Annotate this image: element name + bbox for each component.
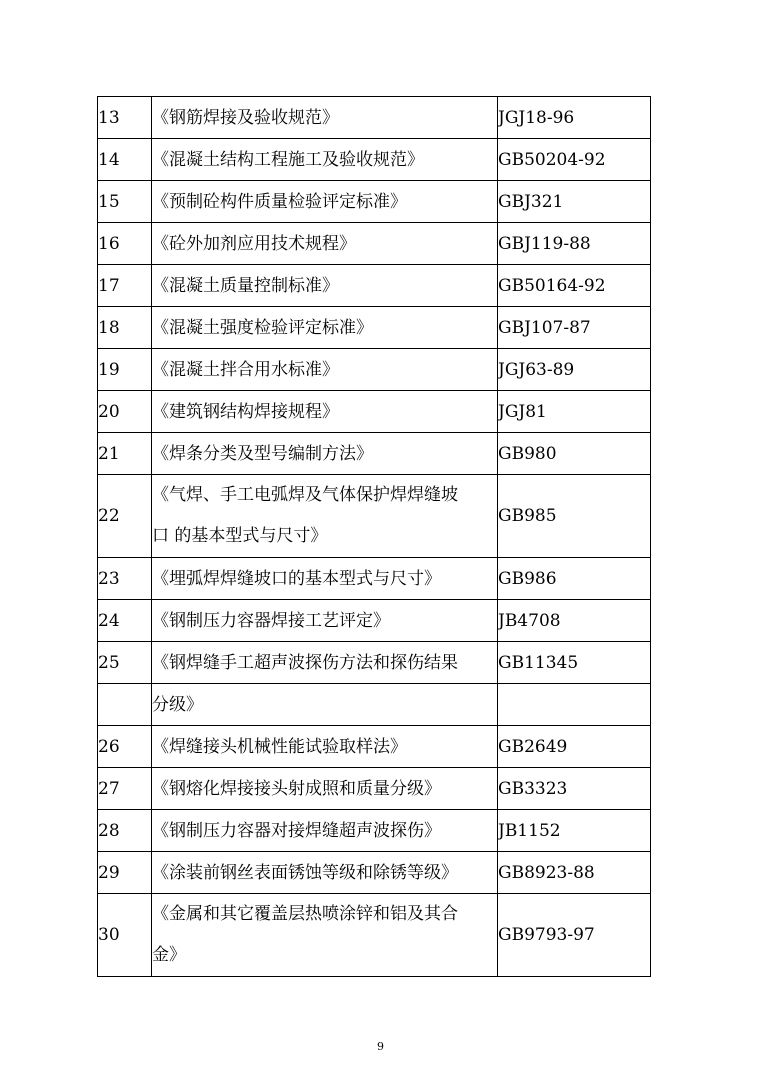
standard-code: GB50204-92 bbox=[498, 139, 651, 181]
table-row bbox=[98, 810, 651, 852]
standard-name: 《钢制压力容器对接焊缝超声波探伤》 bbox=[152, 810, 498, 852]
standard-name: 《混凝土强度检验评定标准》 bbox=[152, 307, 498, 349]
table-row bbox=[98, 265, 651, 307]
standard-name: 《预制砼构件质量检验评定标准》 bbox=[152, 181, 498, 223]
standard-name bbox=[152, 475, 498, 558]
standard-name: 《混凝土质量控制标准》 bbox=[152, 265, 498, 307]
table-row bbox=[98, 391, 651, 433]
table-row bbox=[98, 223, 651, 265]
row-number: 18 bbox=[98, 307, 152, 349]
table-row bbox=[98, 600, 651, 642]
standard-code: JGJ18-96 bbox=[498, 97, 651, 139]
standard-code: GB9793-97 bbox=[498, 894, 651, 977]
row-number: 23 bbox=[98, 558, 152, 600]
standard-name-line: 口 的基本型式与尺寸》 bbox=[152, 526, 328, 546]
standard-code: GBJ119-88 bbox=[498, 223, 651, 265]
standard-code: GB8923-88 bbox=[498, 852, 651, 894]
standard-code: GBJ321 bbox=[498, 181, 651, 223]
row-number: 29 bbox=[98, 852, 152, 894]
table-row bbox=[98, 433, 651, 475]
row-number: 27 bbox=[98, 768, 152, 810]
standard-name: 《焊缝接头机械性能试验取样法》 bbox=[152, 726, 498, 768]
standard-code: GB986 bbox=[498, 558, 651, 600]
table-row bbox=[98, 852, 651, 894]
table-row bbox=[98, 139, 651, 181]
row-number: 26 bbox=[98, 726, 152, 768]
table-row bbox=[98, 684, 651, 726]
standard-name bbox=[152, 894, 498, 977]
standard-code: GB2649 bbox=[498, 726, 651, 768]
standard-code: JGJ63-89 bbox=[498, 349, 651, 391]
table-row bbox=[98, 475, 651, 558]
row-number: 30 bbox=[98, 894, 152, 977]
row-number: 25 bbox=[98, 642, 152, 684]
standard-code: GB985 bbox=[498, 475, 651, 558]
standard-code: GB3323 bbox=[498, 768, 651, 810]
standards-table bbox=[97, 96, 651, 977]
standard-name-line: 《金属和其它覆盖层热喷涂锌和铝及其合 bbox=[152, 904, 458, 924]
standard-name: 《焊条分类及型号编制方法》 bbox=[152, 433, 498, 475]
row-number: 22 bbox=[98, 475, 152, 558]
standard-name-line: 金》 bbox=[152, 945, 186, 965]
row-number: 20 bbox=[98, 391, 152, 433]
standard-name: 《钢焊缝手工超声波探伤方法和探伤结果 bbox=[152, 642, 498, 684]
standard-name: 分级》 bbox=[152, 684, 498, 726]
row-number: 13 bbox=[98, 97, 152, 139]
table-row bbox=[98, 768, 651, 810]
standard-code bbox=[498, 684, 651, 726]
row-number bbox=[98, 684, 152, 726]
table-row bbox=[98, 642, 651, 684]
standard-code: GBJ107-87 bbox=[498, 307, 651, 349]
standard-name: 《混凝土拌合用水标准》 bbox=[152, 349, 498, 391]
row-number: 17 bbox=[98, 265, 152, 307]
standard-name: 《涂装前钢丝表面锈蚀等级和除锈等级》 bbox=[152, 852, 498, 894]
table-row bbox=[98, 97, 651, 139]
standard-name: 《砼外加剂应用技术规程》 bbox=[152, 223, 498, 265]
standard-name: 《埋弧焊焊缝坡口的基本型式与尺寸》 bbox=[152, 558, 498, 600]
standard-name: 《钢熔化焊接接头射成照和质量分级》 bbox=[152, 768, 498, 810]
row-number: 15 bbox=[98, 181, 152, 223]
standard-name: 《钢制压力容器焊接工艺评定》 bbox=[152, 600, 498, 642]
standard-code: GB11345 bbox=[498, 642, 651, 684]
standard-name: 《混凝土结构工程施工及验收规范》 bbox=[152, 139, 498, 181]
table-row bbox=[98, 181, 651, 223]
table-row bbox=[98, 349, 651, 391]
standard-code: JB4708 bbox=[498, 600, 651, 642]
standard-code: GB980 bbox=[498, 433, 651, 475]
row-number: 19 bbox=[98, 349, 152, 391]
standard-code: JB1152 bbox=[498, 810, 651, 852]
standard-code: JGJ81 bbox=[498, 391, 651, 433]
standard-code: GB50164-92 bbox=[498, 265, 651, 307]
row-number: 24 bbox=[98, 600, 152, 642]
table-row bbox=[98, 307, 651, 349]
table-row bbox=[98, 558, 651, 600]
table-row bbox=[98, 894, 651, 977]
standard-name: 《建筑钢结构焊接规程》 bbox=[152, 391, 498, 433]
row-number: 21 bbox=[98, 433, 152, 475]
page-number: 9 bbox=[377, 1040, 384, 1053]
table-row bbox=[98, 726, 651, 768]
standard-name-line: 《气焊、手工电弧焊及气体保护焊焊缝坡 bbox=[152, 485, 458, 505]
row-number: 16 bbox=[98, 223, 152, 265]
row-number: 14 bbox=[98, 139, 152, 181]
standard-name: 《钢筋焊接及验收规范》 bbox=[152, 97, 498, 139]
row-number: 28 bbox=[98, 810, 152, 852]
